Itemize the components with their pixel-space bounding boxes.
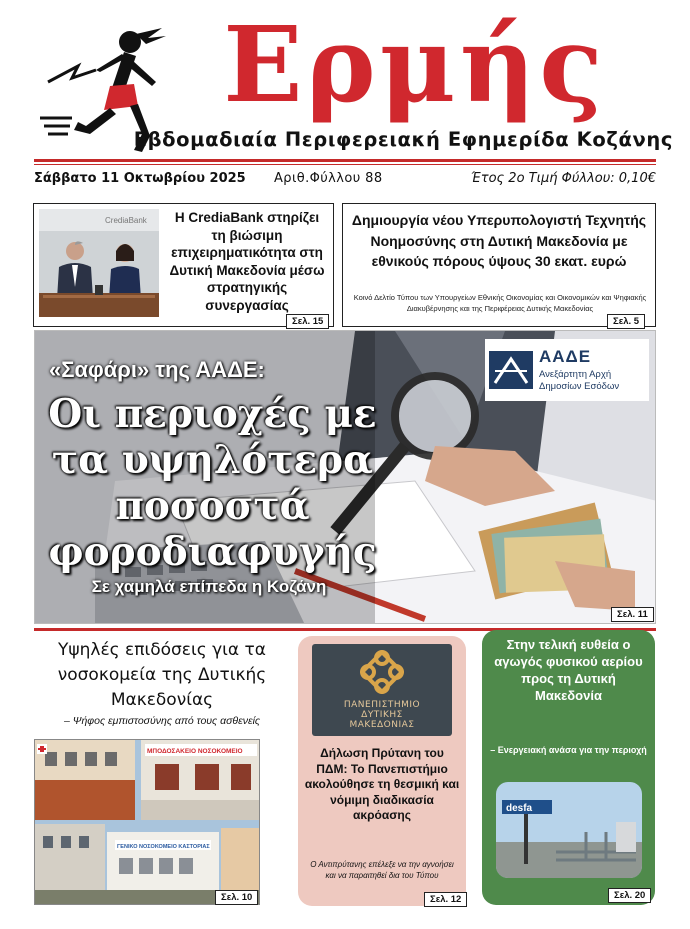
aade-description	[539, 369, 619, 393]
uowm-knot-icon	[360, 650, 404, 694]
hospitals-subhead: – Ψήφος εμπιστοσύνης από τους ασθενείς	[63, 715, 261, 727]
uowm-name-line-2: ΔΥΤΙΚΗΣ	[361, 710, 403, 720]
desfa-sign: desfa	[506, 803, 533, 814]
aade-desc-line-2: Δημοσίων Εσόδων	[539, 381, 620, 392]
hero-story-aade[interactable]	[34, 330, 656, 624]
desfa-photo	[496, 782, 642, 878]
credia-sign: CrediaBank	[105, 216, 147, 225]
hospital-sign-1: ΜΠΟΔΟΣΑΚΕΙΟ ΝΟΣΟΚΟΜΕΙΟ	[147, 748, 243, 755]
credia-photo	[39, 209, 159, 317]
hero-page-ref[interactable]: Σελ. 11	[611, 607, 654, 622]
hero-headline: Οι περιοχές με τα υψηλότερα ποσοστά φοροδιαφυγής	[48, 391, 377, 575]
issue-date: Σάββατο 11 Οκτωβρίου 2025	[34, 171, 246, 186]
gas-headline: Στην τελική ευθεία ο αγωγός φυσικού αερίου προς τη Δυτική Μακεδονία	[494, 637, 643, 703]
hero-subhead: Σε χαμηλά επίπεδα η Κοζάνη	[91, 577, 327, 596]
masthead	[0, 0, 690, 162]
credia-page-ref[interactable]: Σελ. 15	[286, 314, 329, 329]
aade-logo-icon	[489, 351, 533, 389]
gas-page-ref[interactable]: Σελ. 20	[608, 888, 651, 903]
hospital-sign-2: ΓΕΝΙΚΟ ΝΟΣΟΚΟΜΕΙΟ ΚΑΣΤΟΡΙΑΣ	[117, 844, 210, 850]
uowm-headline: Δήλωση Πρύτανη του ΠΔΜ: Το Πανεπιστήμιο ακολούθησε τη θεσμική και νόμιμη διαδικασία ακρόασης	[304, 746, 460, 822]
newspaper-title: Ερμής	[223, 3, 607, 126]
masthead-rule-thin	[34, 164, 656, 165]
ai-page-ref[interactable]: Σελ. 5	[607, 314, 645, 329]
issue-year-price: Έτος 2ο Τιμή Φύλλου: 0,10€	[470, 171, 656, 186]
uowm-name-line-1: ΠΑΝΕΠΙΣΤΗΜΙΟ	[343, 700, 421, 710]
aade-name: ΑΑΔΕ	[539, 347, 592, 366]
hero-kicker: «Σαφάρι» της ΑΑΔΕ:	[49, 357, 265, 382]
aade-desc-line-1: Ανεξάρτητη Αρχή	[539, 369, 612, 380]
issue-number: Αριθ.Φύλλου 88	[274, 171, 383, 186]
issue-info-bar	[34, 168, 656, 190]
hospitals-photo	[34, 739, 260, 905]
story-gas-pipeline[interactable]	[482, 630, 655, 905]
story-ai-supercomputer[interactable]	[342, 203, 656, 327]
credia-headline: Η CrediaBank στηρίζει τη βιώσιμη επιχειρηματικότητα στη Δυτική Μακεδονία μέσω στρατηγικής συνεργασίας	[169, 210, 325, 313]
uowm-note: Ο Αντιπρύτανης επέλεξε να την αγνοήσει και να παραιτηθεί δια του Τύπου	[310, 860, 454, 880]
story-credia[interactable]	[33, 203, 334, 327]
uowm-name-line-3: ΜΑΚΕΔΟΝΙΑΣ	[349, 720, 415, 730]
masthead-rule	[34, 159, 656, 162]
uowm-logo	[312, 644, 452, 736]
ai-headline: Δημιουργία νέου Υπερυπολογιστή Τεχνητής Νοημοσύνης στη Δυτική Μακεδονία με εθνικούς πόρους ύψους 30 εκατ. ευρώ	[351, 212, 647, 269]
newspaper-subtitle: Εβδομαδιαία Περιφερειακή Εφημερίδα Κοζάνης	[133, 128, 673, 151]
gas-subhead: – Ενεργειακή ανάσα για την περιοχή	[490, 745, 647, 755]
aade-logo-card	[485, 339, 649, 401]
uowm-name	[312, 700, 452, 730]
hospitals-headline[interactable]: Υψηλές επιδόσεις για τα νοσοκομεία της Δυτικής Μακεδονίας	[57, 640, 267, 710]
uowm-page-ref[interactable]: Σελ. 12	[424, 892, 467, 907]
ai-press-note: Κοινό Δελτίο Τύπου των Υπουργείων Εθνικής Οικονομίας και Οικονομικών και Ψηφιακής Διακυβέρνησης και της Περιφέρειας Δυτικής Μακεδονίας	[353, 293, 647, 313]
hospitals-page-ref[interactable]: Σελ. 10	[215, 890, 258, 905]
story-uowm[interactable]	[298, 636, 466, 906]
